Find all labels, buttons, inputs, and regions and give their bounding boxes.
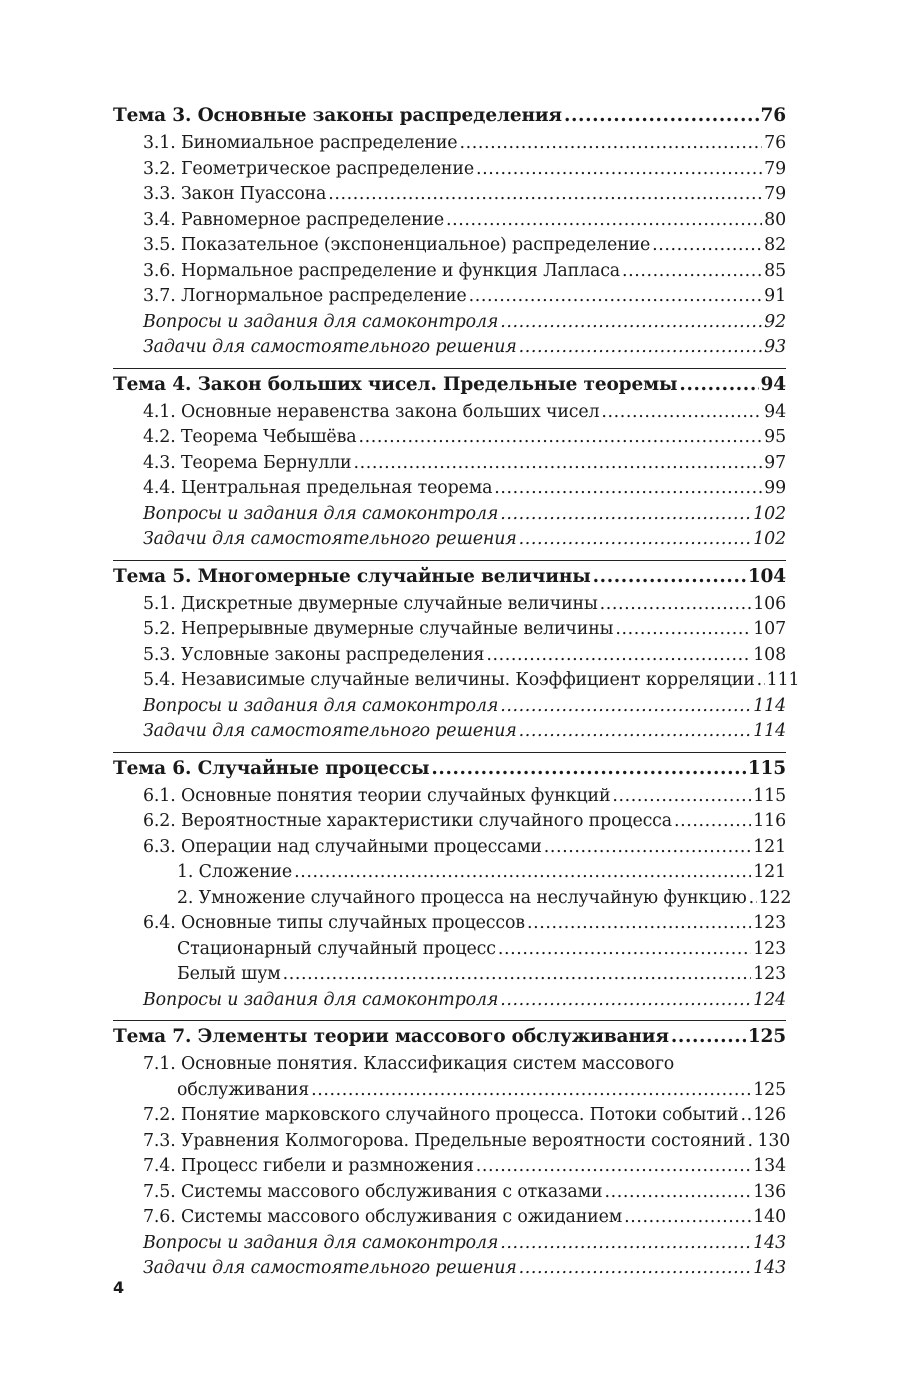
dot-leader bbox=[612, 784, 751, 810]
toc-entry bbox=[113, 527, 786, 553]
dot-leader bbox=[564, 100, 759, 131]
entry-page-number: 106 bbox=[753, 593, 786, 614]
toc-entry bbox=[113, 1180, 786, 1206]
toc-entry bbox=[113, 911, 786, 937]
entry-page-number: 123 bbox=[753, 913, 786, 933]
toc-entry bbox=[113, 425, 786, 451]
toc-entry bbox=[113, 284, 786, 310]
dot-leader bbox=[500, 502, 751, 528]
table-of-contents bbox=[113, 100, 800, 1289]
toc-topic-heading bbox=[113, 100, 786, 131]
entry-title: 7.1. Основные понятия. Классификация систем массового bbox=[143, 1054, 675, 1074]
toc-entry bbox=[113, 719, 786, 745]
toc-entry bbox=[113, 1129, 791, 1155]
toc-topic bbox=[113, 100, 786, 361]
dot-leader bbox=[615, 617, 751, 643]
toc-entry bbox=[113, 860, 786, 886]
dot-leader bbox=[593, 561, 746, 592]
dot-leader bbox=[544, 835, 751, 861]
toc-entry bbox=[113, 1231, 786, 1257]
entry-page-number: 76 bbox=[764, 133, 786, 153]
entry-title: 6.4. Основные типы случайных процессов bbox=[143, 913, 525, 933]
dot-leader bbox=[519, 719, 752, 745]
entry-page-number: 123 bbox=[753, 964, 786, 984]
toc-topic bbox=[113, 368, 786, 553]
dot-leader bbox=[741, 1103, 752, 1129]
toc-topic-heading bbox=[113, 368, 786, 400]
dot-leader bbox=[652, 233, 762, 259]
dot-leader bbox=[671, 1021, 746, 1052]
toc-topic bbox=[113, 752, 792, 1014]
toc-entry bbox=[113, 131, 786, 157]
dot-leader bbox=[328, 182, 762, 208]
dot-leader bbox=[674, 809, 751, 835]
toc-entry bbox=[113, 835, 786, 861]
toc-entry bbox=[113, 451, 786, 477]
entry-page-number: 123 bbox=[753, 938, 786, 959]
entry-page-number: 85 bbox=[764, 260, 786, 281]
entry-title: Задачи для самостоятельного решения bbox=[143, 337, 517, 357]
entry-page-number: 116 bbox=[753, 811, 786, 831]
entry-page-number: 102 bbox=[753, 503, 786, 524]
entry-page-number: 94 bbox=[764, 401, 786, 422]
toc-entry bbox=[113, 400, 786, 426]
dot-leader bbox=[486, 643, 751, 669]
entry-title: 5.2. Непрерывные двумерные случайные величины bbox=[143, 619, 614, 639]
toc-entry bbox=[113, 208, 786, 234]
topic-page-number: 104 bbox=[747, 565, 786, 587]
entry-page-number: 92 bbox=[764, 311, 786, 332]
entry-title: 3.5. Показательное (экспоненциальное) распределение bbox=[143, 235, 651, 255]
toc-entry bbox=[113, 1154, 786, 1180]
entry-page-number: 111 bbox=[766, 670, 800, 690]
entry-title: 7.6. Системы массового обслуживания с ожиданием bbox=[143, 1207, 623, 1227]
entry-page-number: 80 bbox=[764, 209, 786, 230]
dot-leader bbox=[476, 157, 762, 183]
entry-title: 6.1. Основные понятия теории случайных функций bbox=[143, 785, 611, 806]
dot-leader bbox=[519, 527, 752, 553]
entry-title: 7.2. Понятие марковского случайного процесса. Потоки событий bbox=[143, 1105, 739, 1125]
entry-page-number: 136 bbox=[753, 1181, 786, 1202]
entry-title: 3.6. Нормальное распределение и функция Лапласа bbox=[143, 260, 621, 281]
toc-entry bbox=[113, 886, 792, 912]
toc-entry bbox=[113, 643, 786, 669]
topic-page-number: 76 bbox=[760, 105, 786, 126]
dot-leader bbox=[294, 860, 751, 886]
entry-title: 6.3. Операции над случайными процессами bbox=[143, 836, 542, 857]
entry-title: 4.2. Теорема Чебышёва bbox=[143, 427, 357, 447]
dot-leader bbox=[679, 369, 758, 400]
entry-title: Вопросы и задания для самоконтроля bbox=[143, 989, 499, 1010]
entry-page-number: 79 bbox=[764, 184, 786, 204]
entry-page-number: 93 bbox=[764, 337, 786, 357]
toc-entry bbox=[113, 335, 786, 361]
dot-leader bbox=[757, 668, 765, 694]
entry-title: 6.2. Вероятностные характеристики случайного процесса bbox=[143, 811, 672, 831]
dot-leader bbox=[494, 476, 762, 502]
toc-topic-heading bbox=[113, 560, 786, 592]
entry-page-number: 114 bbox=[753, 721, 786, 741]
toc-entry bbox=[113, 1103, 786, 1129]
entry-title: Стационарный случайный процесс bbox=[177, 938, 496, 959]
entry-page-number: 82 bbox=[764, 235, 786, 255]
entry-title: 3.1. Биномиальное распределение bbox=[143, 133, 458, 153]
toc-entry bbox=[113, 233, 786, 259]
toc-entry bbox=[113, 809, 786, 835]
dot-leader bbox=[283, 962, 752, 988]
dot-leader bbox=[469, 284, 763, 310]
dot-leader bbox=[500, 1231, 751, 1257]
entry-page-number: 140 bbox=[753, 1207, 786, 1227]
toc-entry bbox=[113, 784, 786, 810]
dot-leader bbox=[604, 1180, 751, 1206]
page-number: 4 bbox=[113, 1278, 125, 1297]
toc-entry bbox=[113, 1205, 786, 1231]
entry-title: Белый шум bbox=[177, 964, 281, 984]
toc-entry bbox=[113, 937, 786, 963]
topic-title: Тема 6. Случайные процессы bbox=[113, 757, 430, 779]
toc-entry bbox=[113, 668, 800, 694]
entry-title: 4.3. Теорема Бернулли bbox=[143, 452, 352, 473]
dot-leader bbox=[500, 988, 751, 1014]
toc-entry bbox=[113, 962, 786, 988]
entry-title: Задачи для самостоятельного решения bbox=[143, 529, 517, 549]
topic-page-number: 125 bbox=[747, 1026, 786, 1047]
entry-title: Вопросы и задания для самоконтроля bbox=[143, 1232, 499, 1253]
entry-page-number: 124 bbox=[753, 989, 786, 1010]
toc-entry bbox=[113, 694, 786, 720]
entry-title: 7.3. Уравнения Колмогорова. Предельные вероятности состояний bbox=[143, 1130, 746, 1151]
topic-page-number: 94 bbox=[760, 373, 786, 395]
entry-page-number: 95 bbox=[764, 427, 786, 447]
entry-title: Задачи для самостоятельного решения bbox=[143, 721, 517, 741]
toc-entry bbox=[113, 1256, 786, 1282]
toc-entry bbox=[113, 592, 786, 618]
entry-title: 7.5. Системы массового обслуживания с отказами bbox=[143, 1181, 603, 1202]
entry-page-number: 91 bbox=[764, 286, 786, 306]
entry-page-number: 125 bbox=[753, 1079, 786, 1100]
topic-title: Тема 3. Основные законы распределения bbox=[113, 105, 562, 126]
toc-entry bbox=[113, 617, 786, 643]
entry-page-number: 130 bbox=[757, 1130, 791, 1151]
entry-title: 5.1. Дискретные двумерные случайные величины bbox=[143, 593, 598, 614]
dot-leader bbox=[624, 1205, 751, 1231]
toc-entry bbox=[113, 1078, 786, 1104]
entry-title: 3.3. Закон Пуассона bbox=[143, 184, 327, 204]
entry-title: Вопросы и задания для самоконтроля bbox=[143, 695, 499, 716]
entry-page-number: 143 bbox=[753, 1258, 786, 1278]
entry-title: 5.3. Условные законы распределения bbox=[143, 644, 485, 665]
entry-page-number: 97 bbox=[764, 452, 786, 473]
entry-title: обслуживания bbox=[177, 1079, 310, 1100]
dot-leader bbox=[476, 1154, 751, 1180]
dot-leader bbox=[527, 911, 751, 937]
entry-title: 2. Умножение случайного процесса на неслучайную функцию bbox=[177, 887, 747, 908]
entry-title: 7.4. Процесс гибели и размножения bbox=[143, 1156, 474, 1176]
dot-leader bbox=[358, 425, 762, 451]
dot-leader bbox=[519, 335, 763, 361]
entry-page-number: 121 bbox=[753, 862, 786, 882]
dot-leader bbox=[500, 694, 751, 720]
dot-leader bbox=[446, 208, 762, 234]
entry-title: Вопросы и задания для самоконтроля bbox=[143, 503, 499, 524]
entry-title: 3.4. Равномерное распределение bbox=[143, 209, 445, 230]
entry-page-number: 134 bbox=[753, 1156, 786, 1176]
toc-entry bbox=[113, 259, 786, 285]
entry-title: 3.7. Логнормальное распределение bbox=[143, 286, 467, 306]
entry-page-number: 108 bbox=[753, 644, 786, 665]
toc-entry bbox=[113, 310, 786, 336]
entry-page-number: 114 bbox=[753, 695, 786, 716]
toc-topic bbox=[113, 560, 800, 745]
entry-title: Вопросы и задания для самоконтроля bbox=[143, 311, 499, 332]
dot-leader bbox=[600, 592, 752, 618]
entry-page-number: 102 bbox=[753, 529, 786, 549]
entry-page-number: 115 bbox=[753, 785, 786, 806]
entry-title: 5.4. Независимые случайные величины. Коэффициент корреляции bbox=[143, 670, 755, 690]
topic-page-number: 115 bbox=[747, 757, 786, 779]
topic-title: Тема 7. Элементы теории массового обслуживания bbox=[113, 1026, 669, 1047]
entry-title: Задачи для самостоятельного решения bbox=[143, 1258, 517, 1278]
entry-page-number: 79 bbox=[764, 158, 786, 179]
entry-page-number: 121 bbox=[753, 836, 786, 857]
toc-entry bbox=[113, 502, 786, 528]
entry-page-number: 122 bbox=[758, 887, 792, 908]
toc-entry bbox=[113, 476, 786, 502]
entry-title: 4.4. Центральная предельная теорема bbox=[143, 478, 493, 498]
toc-entry bbox=[113, 157, 786, 183]
entry-page-number: 143 bbox=[753, 1232, 786, 1253]
dot-leader bbox=[500, 310, 762, 336]
toc-topic-heading bbox=[113, 752, 786, 784]
entry-title: 3.2. Геометрическое распределение bbox=[143, 158, 474, 179]
toc-entry bbox=[113, 1052, 786, 1078]
topic-title: Тема 4. Закон больших чисел. Предельные теоремы bbox=[113, 373, 678, 395]
dot-leader bbox=[747, 1129, 755, 1155]
entry-page-number: 126 bbox=[753, 1105, 786, 1125]
dot-leader bbox=[311, 1078, 751, 1104]
dot-leader bbox=[749, 886, 757, 912]
toc-topic bbox=[113, 1020, 791, 1282]
dot-leader bbox=[459, 131, 762, 157]
dot-leader bbox=[519, 1256, 752, 1282]
toc-entry bbox=[113, 182, 786, 208]
dot-leader bbox=[353, 451, 762, 477]
entry-page-number: 107 bbox=[753, 619, 786, 639]
dot-leader bbox=[431, 753, 745, 784]
dot-leader bbox=[622, 259, 762, 285]
entry-title: 1. Сложение bbox=[177, 862, 293, 882]
topic-title: Тема 5. Многомерные случайные величины bbox=[113, 565, 591, 587]
dot-leader bbox=[498, 937, 751, 963]
dot-leader bbox=[601, 400, 762, 426]
entry-page-number: 99 bbox=[764, 478, 786, 498]
toc-topic-heading bbox=[113, 1020, 786, 1052]
entry-title: 4.1. Основные неравенства закона больших чисел bbox=[143, 401, 600, 422]
toc-entry bbox=[113, 988, 786, 1014]
